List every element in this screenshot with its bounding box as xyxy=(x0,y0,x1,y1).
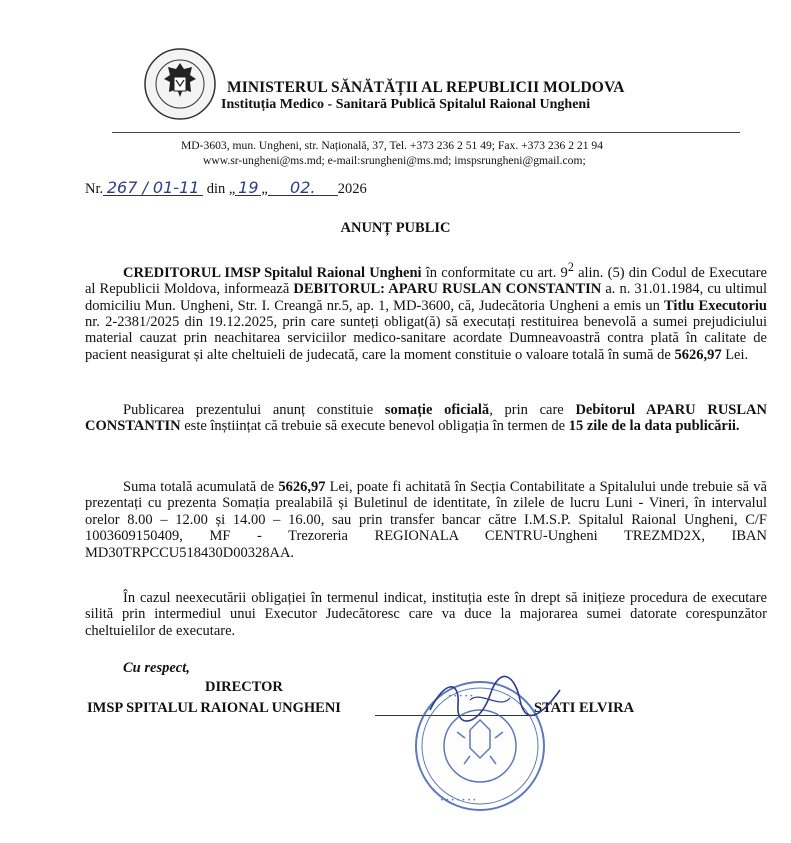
svg-text:• • • • •: • • • • • xyxy=(448,693,474,700)
date-label: din „ xyxy=(206,181,236,197)
p1-text-1: în conformitate cu art. 9 xyxy=(421,264,568,281)
reference-line xyxy=(85,180,367,198)
government-emblem xyxy=(143,47,217,121)
signatory-organization: IMSP SPITALUL RAIONAL UNGHENI xyxy=(87,700,341,716)
handwritten-signature xyxy=(420,670,570,730)
closing-respect: Cu respect, xyxy=(123,660,190,676)
signatory-name: STATI ELVIRA xyxy=(534,700,635,716)
official-summons: somație oficială xyxy=(384,402,490,418)
total-amount: 5626,97 xyxy=(674,346,722,363)
p2-text-2: , prin care xyxy=(489,402,576,418)
creditor-name: CREDITORUL IMSP Spitalul Raional Ungheni xyxy=(123,264,422,281)
p1-text-4: nr. 2-2381/2025 din 19.12.2025, prin care sunteți obligat(ă) să executați restituirea benevolă a sumei prejudiciului material cauzat prin neachitarea serviciilor medico-sanitare acordate Dumneavoastră contra plată în calitate de pacient neasigurat și alte cheltuieli de judecată, care la moment constituie o valoare totală în sumă de xyxy=(85,314,767,363)
paragraph-summons xyxy=(85,402,767,435)
document-title: ANUNȚ PUBLIC xyxy=(340,220,451,236)
paragraph-enforcement xyxy=(85,590,767,639)
institution-name: Instituția Medico - Sanitară Publică Spitalul Raional Ungheni xyxy=(221,97,591,112)
date-year: 2026 xyxy=(337,181,367,197)
p1-text-3: a. n. 31.01.1984, cu ultimul domiciliu Mun. Ungheni, Str. I. Creangă nr.5, ap. 1, MD-3600, că, Judecătoria Ungheni a emis un xyxy=(85,281,768,314)
article-superscript: 2 xyxy=(567,260,574,274)
p3-text-1: Suma totală acumulată de xyxy=(123,479,279,495)
contact-emails: www.sr-ungheni@ms.md; e-mail:srungheni@ms.md; imspsrungheni@gmail.com; xyxy=(203,154,586,167)
p2-text-1: Publicarea prezentului anunț constituie xyxy=(123,402,385,418)
date-day: 19 xyxy=(235,180,261,196)
paragraph-payment xyxy=(85,479,767,561)
debtor-name-2: Debitorul APARU RUSLAN CONSTANTIN xyxy=(85,402,767,435)
reference-number: 267 / 01-11 xyxy=(103,180,203,196)
paragraph-notice xyxy=(85,259,767,363)
total-amount-2: 5626,97 xyxy=(278,479,326,495)
signatory-title: DIRECTOR xyxy=(205,679,283,695)
p1-text-5: Lei. xyxy=(721,346,749,363)
contact-address: MD-3603, mun. Ungheni, str. Națională, 37, Tel. +373 236 2 51 49; Fax. +373 236 2 21 94 xyxy=(181,139,603,152)
date-month: 02. xyxy=(268,180,338,196)
p3-text-2: Lei, poate fi achitată în Secția Contabilitate a Spitalului unde trebuie să vă prezentați cu prezenta Somația prealabilă și Buletinul de identitate, în zilele de lucru Luni - Vineri, în intervalul orelor 8.00 – 12.00 și 14.00 – 16.00, sau prin transfer bancar către I.M.S.P. Spitalul Raional Ungheni, C/F 1003609150409, MF - Trezoreria REGIONALA CENTRU-Ungheni TREZMD2X, IBAN MD30TRPCCU518430D00328AA. xyxy=(85,479,767,561)
header-divider xyxy=(112,132,740,133)
p2-text-3: este înștiințat că trebuie să execute benevol obligația în termen de xyxy=(180,418,569,435)
executory-title: Titlu Executoriu xyxy=(664,297,767,314)
p4-text: În cazul neexecutării obligației în termenul indicat, instituția este în drept să inițieze procedura de executare silită prin intermediul unui Executor Judecătoresc care va duce la majorarea sumei datorate corespunzător cheltuielilor de executare. xyxy=(85,590,767,639)
p1-text-2: alin. (5) din Codul de Executare al Republicii Moldova, informează xyxy=(85,264,767,298)
debtor-name: DEBITORUL: APARU RUSLAN CONSTANTIN xyxy=(293,281,602,298)
reference-number-label: Nr. xyxy=(85,181,104,197)
deadline-term: 15 zile de la data publicării. xyxy=(568,418,740,435)
ministry-name: MINISTERUL SĂNĂTĂȚII AL REPUBLICII MOLDOVA xyxy=(227,79,625,96)
svg-text:• • • • • • •: • • • • • • • xyxy=(440,797,477,804)
date-day-close: „ xyxy=(261,181,268,197)
